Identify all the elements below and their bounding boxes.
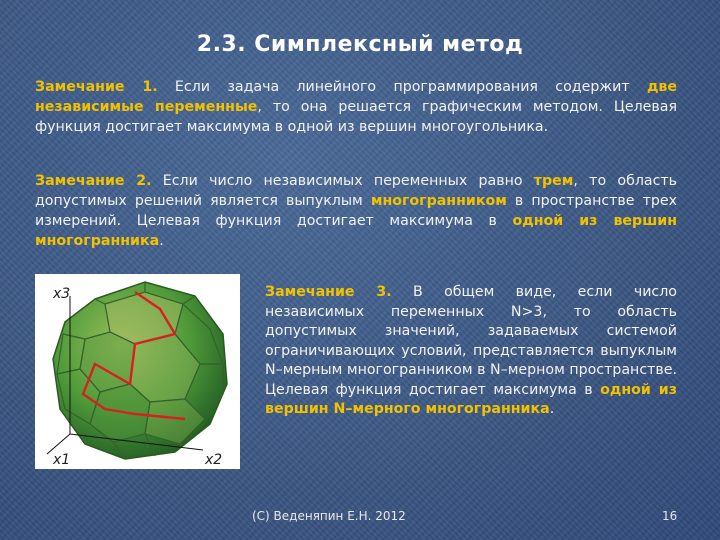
remark-1-text-b: , то она решается графическим методом. Целевая функция достигает максимума в одной из вершин многоугольника. [35, 99, 677, 135]
remark-2-text-d: . [159, 233, 164, 249]
polyhedron-figure [35, 274, 240, 469]
remark-1 [35, 77, 677, 137]
remark-2-highlight-c: одной из вершин многогранника [35, 213, 678, 249]
remark-2-text-b: , то область допустимых решений является выпуклым [35, 173, 678, 209]
remark-3-highlight: одной из вершин N–мерного многогранника [265, 381, 677, 417]
remark-2-label: Замечание 2. [35, 173, 152, 189]
remark-1-highlight: две независимые переменные [35, 79, 677, 115]
remark-3-text-a: В общем виде, если число независимых переменных N>3, то область допустимых значений, задаваемых системой ограничивающих условий, представляется выпуклым N–мерным многогранником в N–мерном пространстве. Целевая функция достигает максимума в [265, 284, 677, 398]
remark-2-text-a: Если число независимых переменных равно [151, 173, 534, 189]
remark-3-label: Замечание 3. [265, 284, 392, 300]
remark-3-text-b: . [549, 401, 555, 417]
remark-2-highlight-b: многогранником [370, 193, 507, 209]
remark-2-text-c: в пространстве трех измерений. Целевая функция достигает максимума в [35, 193, 677, 229]
axis-x1-label: x1 [53, 452, 71, 468]
axis-x2-label: x2 [205, 452, 223, 468]
polyhedron-svg [35, 274, 240, 469]
axis-x3-label: x3 [53, 286, 71, 302]
remark-2-highlight-a: трем [533, 173, 574, 189]
slide-title: 2.3. Симплексный метод [196, 32, 524, 57]
remark-2 [35, 171, 677, 251]
footer-credit: (C) Веденяпин Е.Н. 2012 [252, 509, 406, 523]
remark-1-text-a: Если задача линейного программирования содержит [157, 79, 647, 95]
remark-3 [265, 283, 677, 420]
page-number: 16 [662, 509, 678, 523]
remark-1-label: Замечание 1. [35, 79, 158, 95]
